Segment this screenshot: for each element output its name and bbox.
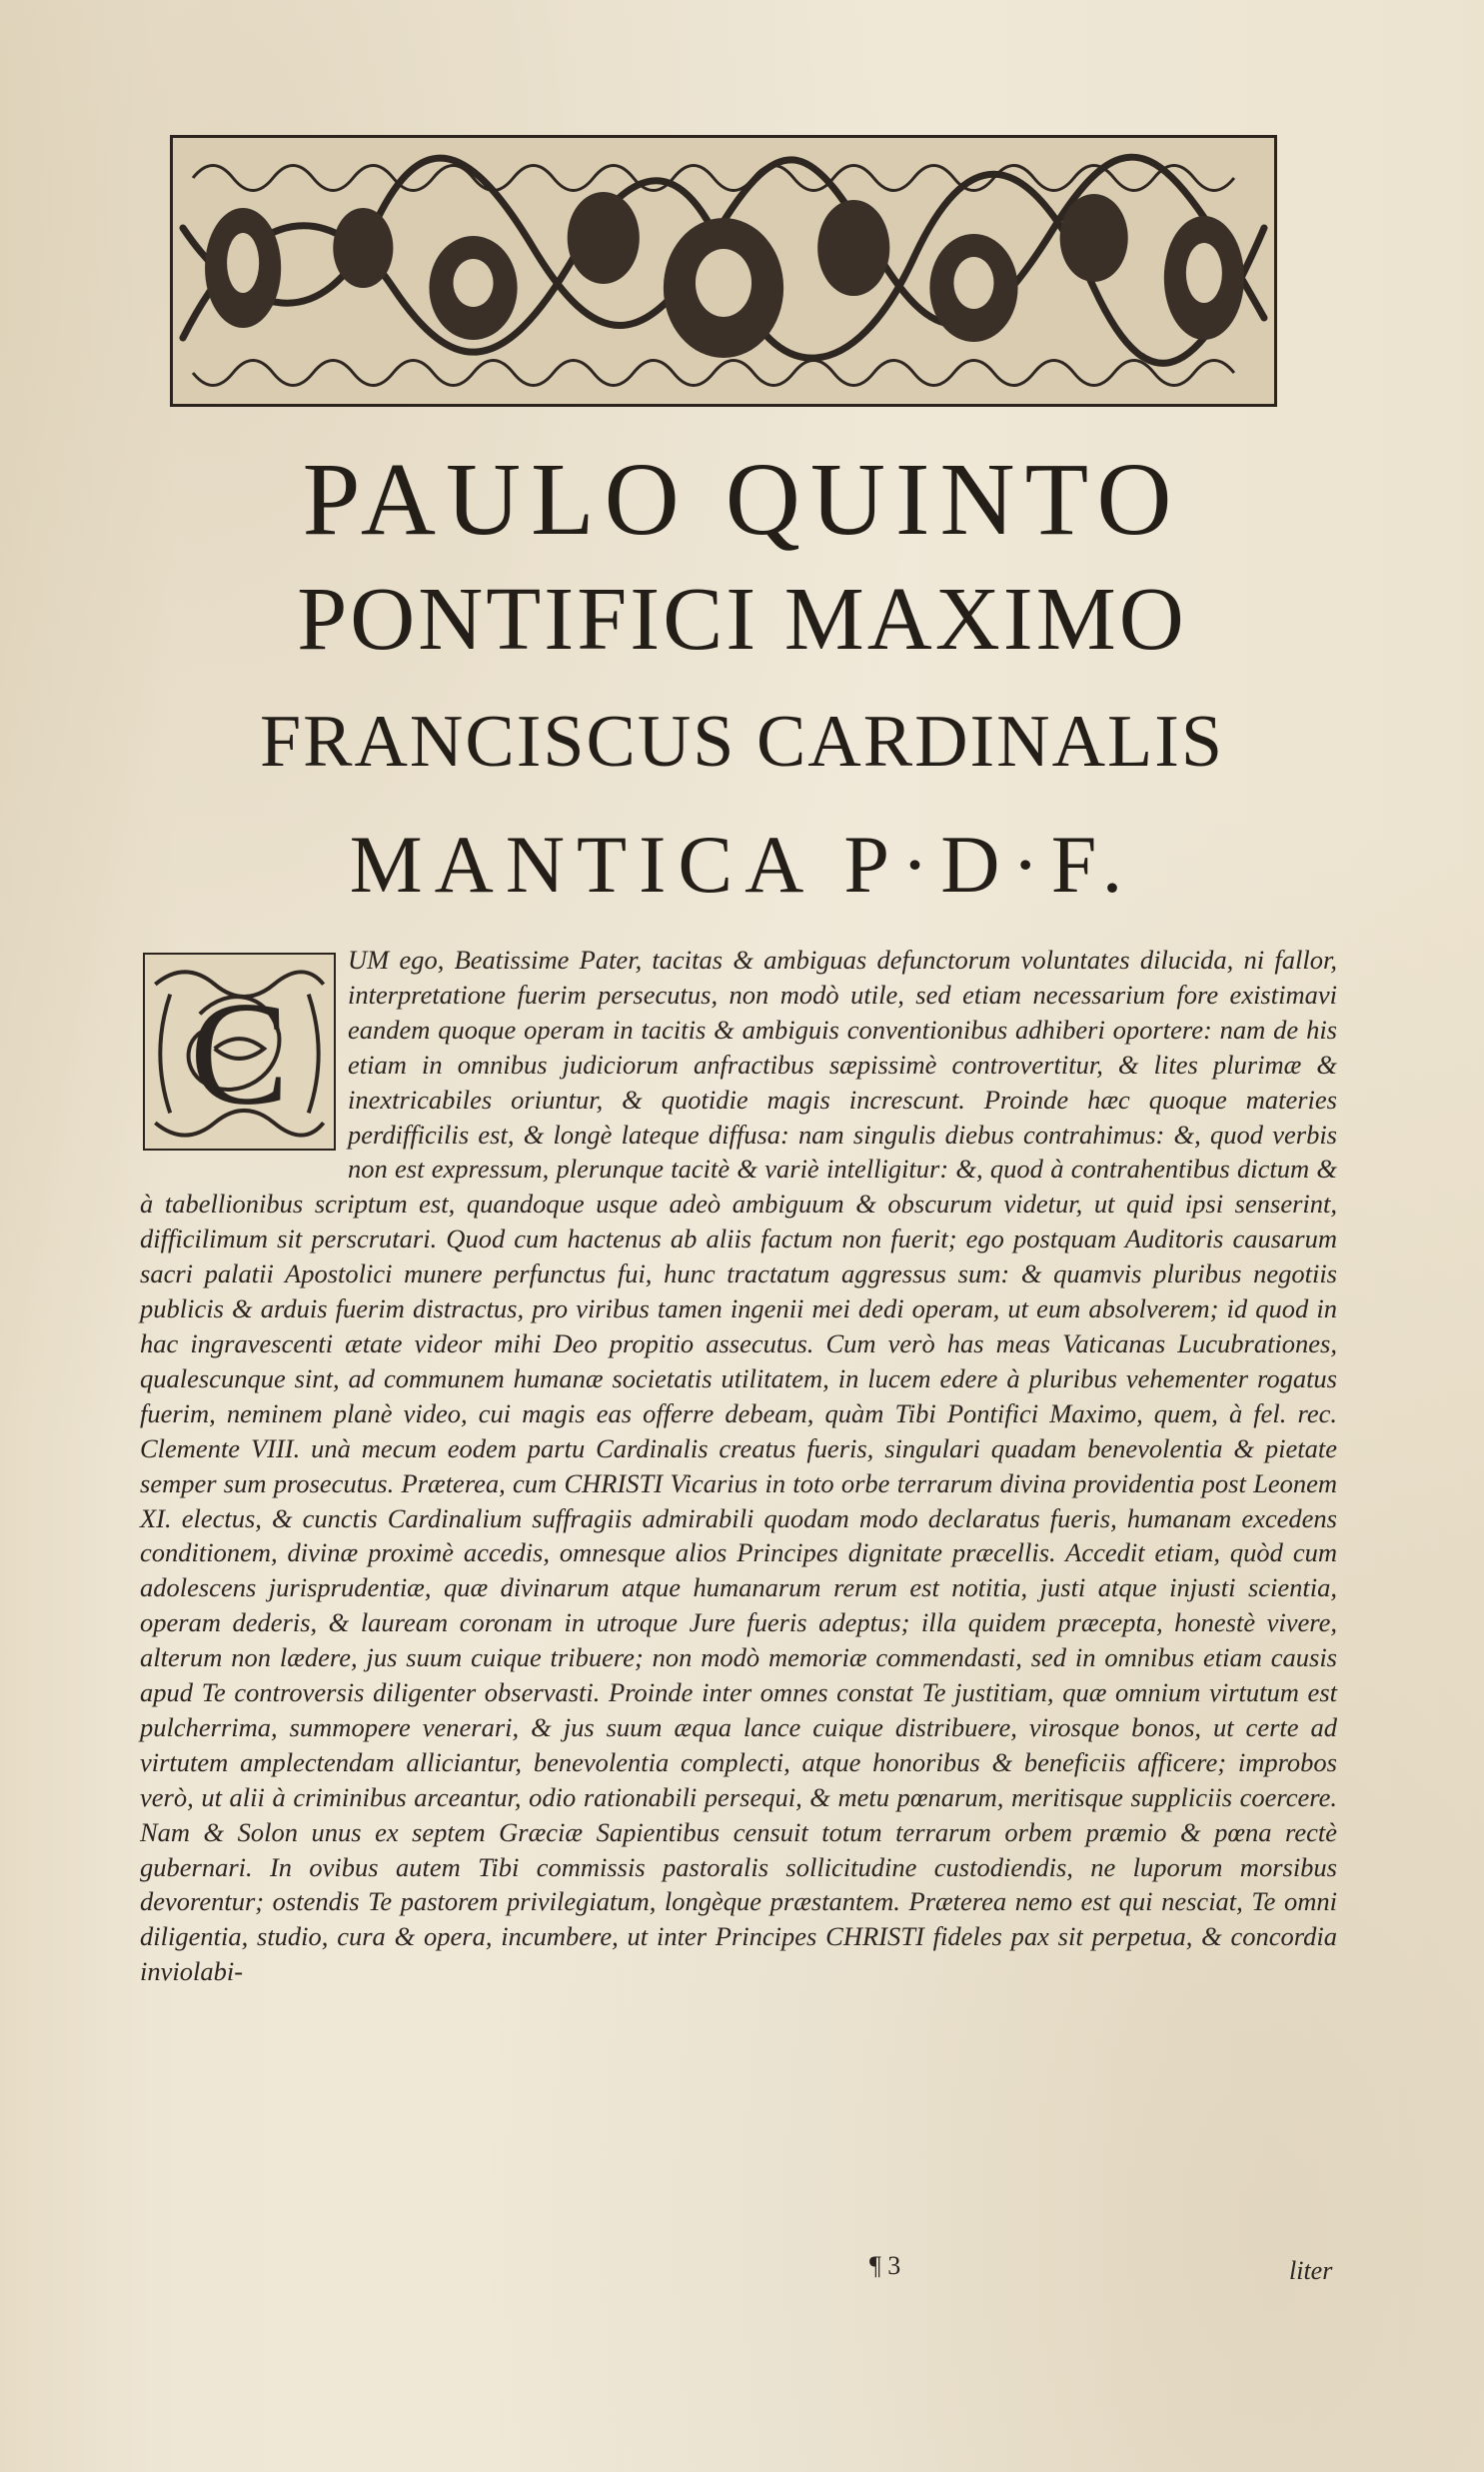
drop-cap-space (140, 943, 348, 1153)
dedication-body (140, 943, 1337, 1989)
title-line-2: PONTIFICI MAXIMO (297, 570, 1187, 669)
signature-mark: ¶ 3 (869, 2251, 901, 2280)
headpiece-ornament (170, 135, 1277, 407)
dedication-text: UM ego, Beatissime Pater, tacitas & ambiguas defunctorum voluntates dilucida, ni fallor, interpretatione fuerim persecutus, non modò utile, sed etiam necessarium fore existimavi eandem quoque operam in tacitis & ambiguis conventionibus adhiberi oportere: nam de his etiam in omnibus judiciorum anfractibus sæpissimè controvertitur, & lites plurimæ & inextricabiles oriuntur, & quotidie magis increscunt. Proinde hæc quoque materies perdifficilis est, & longè lateque diffusa: nam singulis diebus contrahimus: &, quod verbis non est expressum, plerunque tacitè & variè intelligitur: &, quod à contrahentibus dictum & à tabellionibus scriptum est, quandoque usque adeò ambiguum & obscurum videtur, ut quid ipsi senserint, difficilimum sit perscrutari. Quod cum hactenus ab aliis factum non fuerit; ego postquam Auditoris causarum sacri palatii Apostolici munere perfunctus fui, hunc tractatum aggressus sum: & quamvis pluribus negotiis publicis & arduis fuerim distractus, pro viribus tamen ingenii mei dedi operam, ut eum absolverem; id quod in hac ingravescenti ætate videor mihi Deo propitio assecutus. Cum verò has meas Vaticanas Lucubrationes, qualescunque sint, ad communem humanæ societatis utilitatem, in lucem edere à pluribus vehementer rogatus fuerim, neminem planè video, cui magis eas offerre debeam, quàm Tibi Pontifici Maximo, quem, à fel. rec. Clemente VIII. unà mecum eodem partu Cardinalis creatus fueris, singulari quadam benevolentia & pietate semper sum prosecutus. Præterea, cum CHRISTI Vicarius in toto orbe terrarum divina providentia post Leonem XI. electus, & cunctis Cardinalium suffragiis admirabili quodam modo declaratus fueris, humanam excedens conditionem, divinæ proximè accedis, omnesque alios Principes dignitate præcellis. Accedit etiam, quòd cum adolescens jurisprudentiæ, quæ divinarum atque humanarum rerum est notitia, justi atque injusti scientia, operam dederis, & lauream coronam in utroque Jure fueris adeptus; illa quidem præcepta, honestè vivere, alterum non lædere, jus suum cuique tribuere; non modò memoriæ commendasti, sed in omnibus etiam causis apud Te controversis diligenter observasti. Proinde inter omnes constat Te justitiam, quæ omnium virtutum est pulcherrima, summopere venerari, & jus suum æqua lance cuique distribuere, virosque bonos, ut certe ad virtutem amplectendam alliciantur, benevolentia complecti, atque honoribus & beneficiis afficere; improbos verò, ut alii à criminibus arceantur, odio rationabili persequi, & metu pœnarum, meritisque suppliciis coercere. Nam & Solon unus ex septem Græciæ Sapientibus censuit totum terrarum orbem præmio & pœna rectè gubernari. In ovibus autem Tibi commissis pastoralis sollicitudine custodiendis, ne luporum morsibus devorentur; ostendis Te pastorem privilegiatum, longèque præstantem. Præterea nemo est qui nesciat, Te omni diligentia, studio, cura & opera, incumbere, ut inter Principes CHRISTI fideles pax sit perpetua, & concordia inviolabi- (140, 945, 1337, 1987)
title-line-1: PAULO QUINTO (302, 442, 1182, 557)
initial-letter: C (189, 972, 290, 1137)
woodcut-ornament-icon (173, 138, 1274, 404)
title-line-3: FRANCISCUS CARDINALIS (259, 701, 1225, 783)
title-line-4: MANTICA P·D·F. (349, 819, 1135, 910)
catchword: liter (1289, 2256, 1333, 2285)
